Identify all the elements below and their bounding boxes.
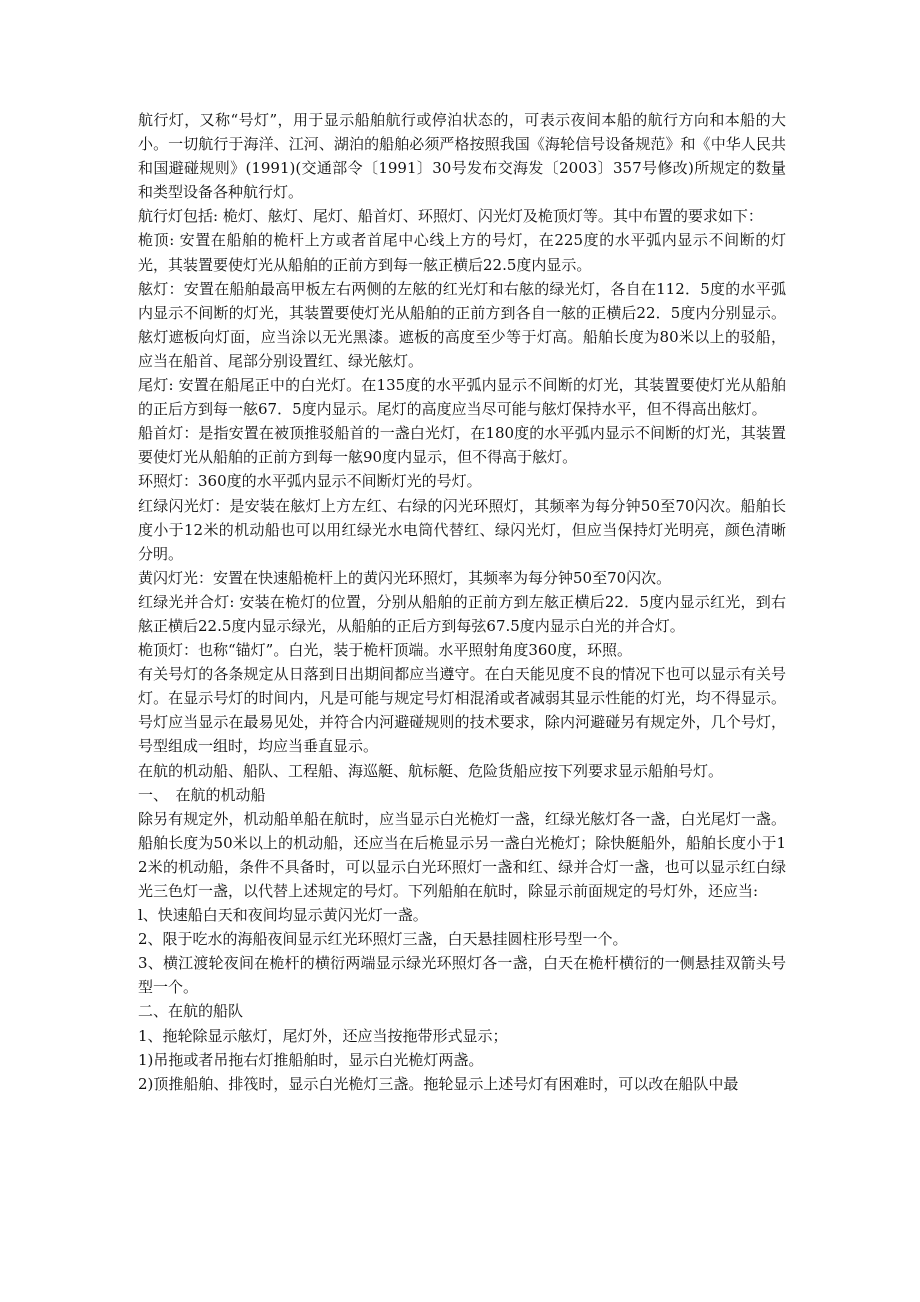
paragraph-combined-light: 红绿光并合灯: 安装在桅灯的位置，分别从船舶的正前方到左舷正横后22．5度内显示红光，到右舷正横后22.5度内显示绿光，从船舶的正后方到每弦67.5度内显示白光的并合灯。	[138, 592, 786, 635]
paragraph-yellow-flashing: 黄闪灯光：安置在快速船桅杆上的黄闪光环照灯，其频率为每分钟50至70闪次。	[138, 568, 672, 587]
document-body	[138, 108, 786, 1096]
section-heading-fleet: 二、在航的船队	[138, 1002, 244, 1021]
sub-item-towing-alongside: 1)吊拖或者吊拖右灯推船舶时，显示白光桅灯两盏。	[138, 1050, 484, 1069]
paragraph-red-green-flashing: 红绿闪光灯：是安装在舷灯上方左红、右绿的闪光环照灯，其频率为每分钟50至70闪次。船舶长度小于12米的机动船也可以用红绿光水电筒代替红、绿闪光灯，但应当保持灯光明亮，颜色清晰分明。	[138, 496, 786, 563]
paragraph-requirements-intro: 在航的机动船、船队、工程船、海巡艇、航标艇、危险货船应按下列要求显示船舶号灯。	[138, 761, 724, 780]
section-heading-power-vessel: 一、 在航的机动船	[138, 785, 266, 804]
paragraph-power-vessel: 除另有规定外，机动船单船在航时，应当显示白光桅灯一盏，红绿光舷灯各一盏，白光尾灯一盏。船舶长度为50米以上的机动船，还应当在后桅显示另一盏白光桅灯；除快艇船外，船舶长度小于12米的机动船，条件不具备时，可以显示白光环照灯一盏和红、绿并合灯一盏，也可以显示红白绿光三色灯一盏，以代替上述规定的号灯。下列船舶在航时，除显示前面规定的号灯外，还应当:	[138, 809, 786, 900]
list-item-fast-craft: l、快速船白天和夜间均显示黄闪光灯一盏。	[138, 906, 428, 925]
sub-item-pushing: 2)顶推船舶、排筏时，显示白光桅灯三盏。拖轮显示上述号灯有困难时，可以改在船队中最	[138, 1074, 739, 1093]
list-item-ferry: 3、横江渡轮夜间在桅杆的横衍两端显示绿光环照灯各一盏，白天在桅杆横衍的一侧悬挂双箭头号型一个。	[138, 954, 786, 997]
paragraph-intro: 航行灯，又称“号灯”，用于显示船舶航行或停泊状态的，可表示夜间本船的航行方向和本船的大小。一切航行于海洋、江河、湖泊的船舶必须严格按照我国《海轮信号设备规范》和《中华人民共和国避碰规则》(1991)(交通部令〔1991〕30号发布交海发〔2003〕357号修改)所规定的数量和类型设备各种航行灯。	[138, 111, 786, 202]
paragraph-anchor-light: 桅顶灯：也称“锚灯”。白光，装于桅杆顶端。水平照射角度360度，环照。	[138, 641, 632, 660]
paragraph-masthead-light: 桅顶: 安置在船舶的桅杆上方或者首尾中心线上方的号灯，在225度的水平弧内显示不间断的灯光，其装置要使灯光从船舶的正前方到每一舷正横后22.5度内显示。	[138, 231, 786, 274]
paragraph-side-lights: 舷灯：安置在船舶最高甲板左右两侧的左舷的红光灯和右舷的绿光灯，各自在112．5度的水平弧内显示不间断的灯光，其装置要使灯光从船舶的正前方到各自一舷的正横后22．5度内分别显示。舷灯遮板向灯面，应当涂以无光黑漆。遮板的高度至少等于灯高。船舶长度为80米以上的驳船，应当在船首、尾部分别设置红、绿光舷灯。	[138, 279, 786, 370]
paragraph-light-types: 航行灯包括: 桅灯、舷灯、尾灯、船首灯、环照灯、闪光灯及桅顶灯等。其中布置的要求如下：	[138, 207, 763, 226]
paragraph-bow-light: 船首灯：是指安置在被顶推驳船首的一盏白光灯，在180度的水平弧内显示不间断的灯光，其装置要使灯光从船舶的正前方到每一舷90度内显示，但不得高于舷灯。	[138, 424, 786, 467]
paragraph-display-rules: 有关号灯的各条规定从日落到日出期间都应当遵守。在白天能见度不良的情况下也可以显示有关号灯。在显示号灯的时间内，凡是可能与规定号灯相混淆或者减弱其显示性能的灯光，均不得显示。号灯应当显示在最易见处，并符合内河避碰规则的技术要求，除内河避碰另有规定外，几个号灯，号型组成一组时，均应当垂直显示。	[138, 665, 786, 756]
paragraph-stern-light: 尾灯: 安置在船尾正中的白光灯。在135度的水平弧内显示不间断的灯光，其装置要使灯光从船舶的正后方到每一舷67．5度内显示。尾灯的高度应当尽可能与舷灯保持水平，但不得高出舷灯。	[138, 376, 786, 419]
list-item-draught-constrained: 2、限于吃水的海船夜间显示红光环照灯三盏，白天悬挂圆柱形号型一个。	[138, 930, 628, 949]
paragraph-all-round-light: 环照灯：360度的水平弧内显示不间断灯光的号灯。	[138, 472, 482, 491]
list-item-tug: 1、拖轮除显示舷灯，尾灯外，还应当按拖带形式显示；	[138, 1026, 508, 1045]
